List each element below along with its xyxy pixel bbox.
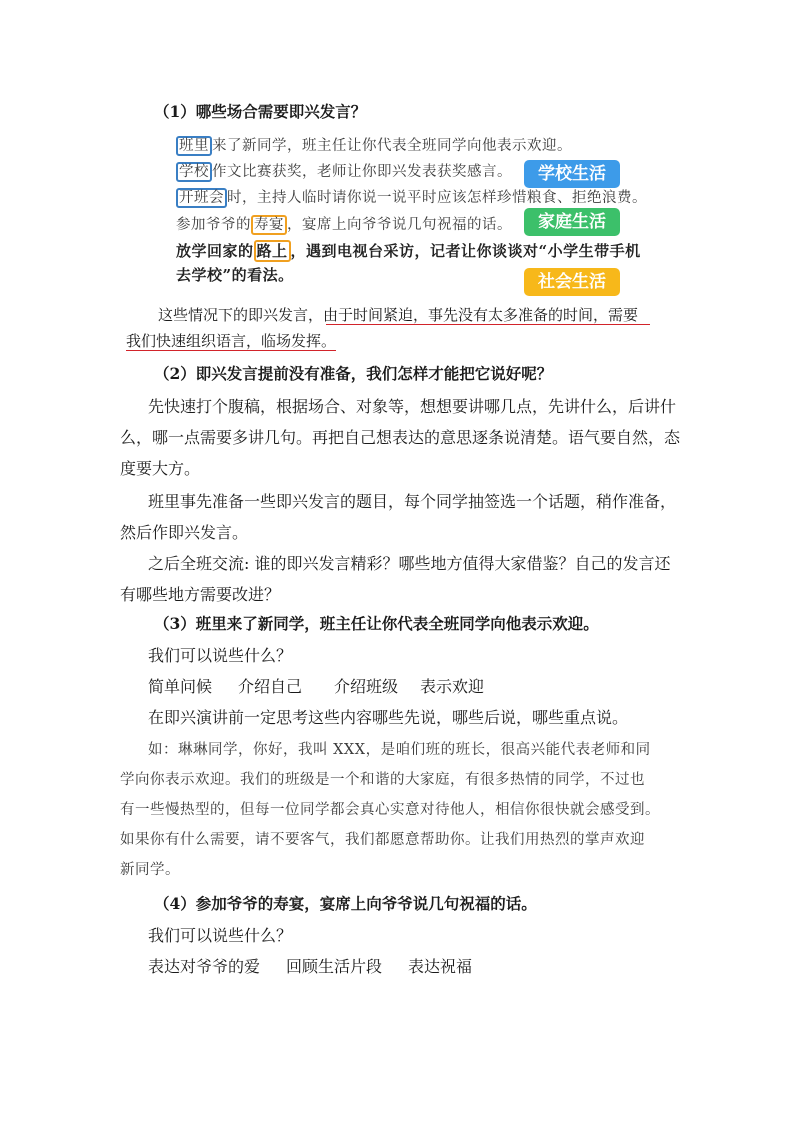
section-2-heading: （2）即兴发言提前没有准备，我们怎样才能把它说好呢？ [154, 364, 553, 383]
scenario-line-2 [176, 160, 512, 181]
section-3-heading: （3）班里来了新同学，班主任让你代表全班同学向他表示欢迎。 [154, 614, 599, 633]
summary-underlined: 由于时间紧迫，事先没有太多准备的时间，需要 [323, 306, 639, 324]
s3-point-list [148, 674, 484, 697]
s3-note: 在即兴演讲前一定思考这些内容哪些先说，哪些后说，哪些重点说。 [148, 708, 629, 727]
summary-text: 这些情况下的即兴发言， [158, 306, 324, 324]
s2-paragraph-1-line-1: 先快速打个腹稿，根据场合、对象等，想想要讲哪几点，先讲什么，后讲什 [148, 397, 677, 416]
tag-family-life: 家庭生活 [524, 208, 620, 236]
s2-paragraph-1-line-3: 度要大方。 [120, 459, 201, 478]
scenario-line-5 [176, 240, 641, 261]
list-item: 表达祝福 [408, 957, 473, 976]
scenario-text: 来了新同学，班主任让你代表全班同学向他表示欢迎。 [212, 138, 572, 154]
list-item: 回顾生活片段 [286, 957, 383, 976]
red-underline-1 [326, 324, 650, 325]
list-item: 简单问候 [148, 677, 213, 696]
summary-line-1 [158, 304, 638, 325]
scenario-text: 作文比赛获奖，老师让你即兴发表获奖感言。 [212, 164, 512, 180]
s2-paragraph-3-line-1: 之后全班交流: 谁的即兴发言精彩？哪些地方值得大家借鉴？自己的发言还 [148, 554, 671, 573]
keyword-box-school: 学校 [176, 162, 212, 182]
scenario-text: 放学回家的 [176, 242, 254, 260]
scenario-text: 参加爷爷的 [176, 217, 251, 233]
example-line-5: 新同学。 [120, 862, 180, 878]
scenario-text: 时，主持人临时请你说一说平时应该怎样珍惜粮食、拒绝浪费。 [227, 190, 647, 206]
scenario-line-3 [176, 186, 647, 207]
s2-paragraph-1-line-2: 么，哪一点需要多讲几句。再把自己想表达的意思逐条说清楚。语气要自然，态 [120, 428, 681, 447]
s4-question: 我们可以说些什么？ [148, 926, 293, 945]
tag-social-life: 社会生活 [524, 268, 620, 296]
example-line-3: 有一些慢热型的，但每一位同学都会真心实意对待他人，相信你很快就会感受到。 [120, 802, 660, 818]
example-line-1: 如：琳琳同学，你好，我叫 XXX，是咱们班的班长，很高兴能代表老师和同 [148, 742, 651, 758]
list-item: 介绍自己 [238, 677, 303, 696]
keyword-box-meeting: 开班会 [176, 188, 227, 208]
list-item: 表达对爷爷的爱 [148, 957, 261, 976]
section-1-heading: （1）哪些场合需要即兴发言？ [154, 102, 367, 121]
keyword-box-birthday: 寿宴 [251, 215, 287, 235]
example-line-4: 如果你有什么需要，请不要客气，我们都愿意帮助你。让我们用热烈的掌声欢迎 [120, 832, 645, 848]
keyword-box-class: 班里 [176, 136, 212, 156]
tag-school-life: 学校生活 [524, 160, 620, 188]
keyword-box-road: 路上 [254, 240, 291, 262]
summary-line-2: 我们快速组织语言，临场发挥。 [126, 332, 337, 350]
s2-paragraph-2-line-1: 班里事先准备一些即兴发言的题目，每个同学抽签选一个话题，稍作准备， [148, 492, 677, 511]
list-item: 介绍班级 [334, 677, 399, 696]
s3-question: 我们可以说些什么？ [148, 646, 293, 665]
s4-point-list [148, 954, 472, 977]
scenario-text: ，宴席上向爷爷说几句祝福的话。 [287, 217, 512, 233]
scenario-line-4 [176, 213, 512, 234]
scenario-line-1 [176, 134, 572, 155]
list-item: 表示欢迎 [420, 677, 485, 696]
section-4-heading: （4）参加爷爷的寿宴，宴席上向爷爷说几句祝福的话。 [154, 894, 537, 913]
s2-paragraph-3-line-2: 有哪些地方需要改进？ [120, 585, 281, 604]
s2-paragraph-2-line-2: 然后作即兴发言。 [120, 523, 249, 542]
example-line-2: 学向你表示欢迎。我们的班级是一个和谐的大家庭，有很多热情的同学，不过也 [120, 772, 645, 788]
red-underline-2 [126, 350, 336, 351]
scenario-line-6: 去学校”的看法。 [176, 266, 294, 284]
scenario-text: ，遇到电视台采访，记者让你谈谈对“小学生带手机 [290, 242, 641, 260]
